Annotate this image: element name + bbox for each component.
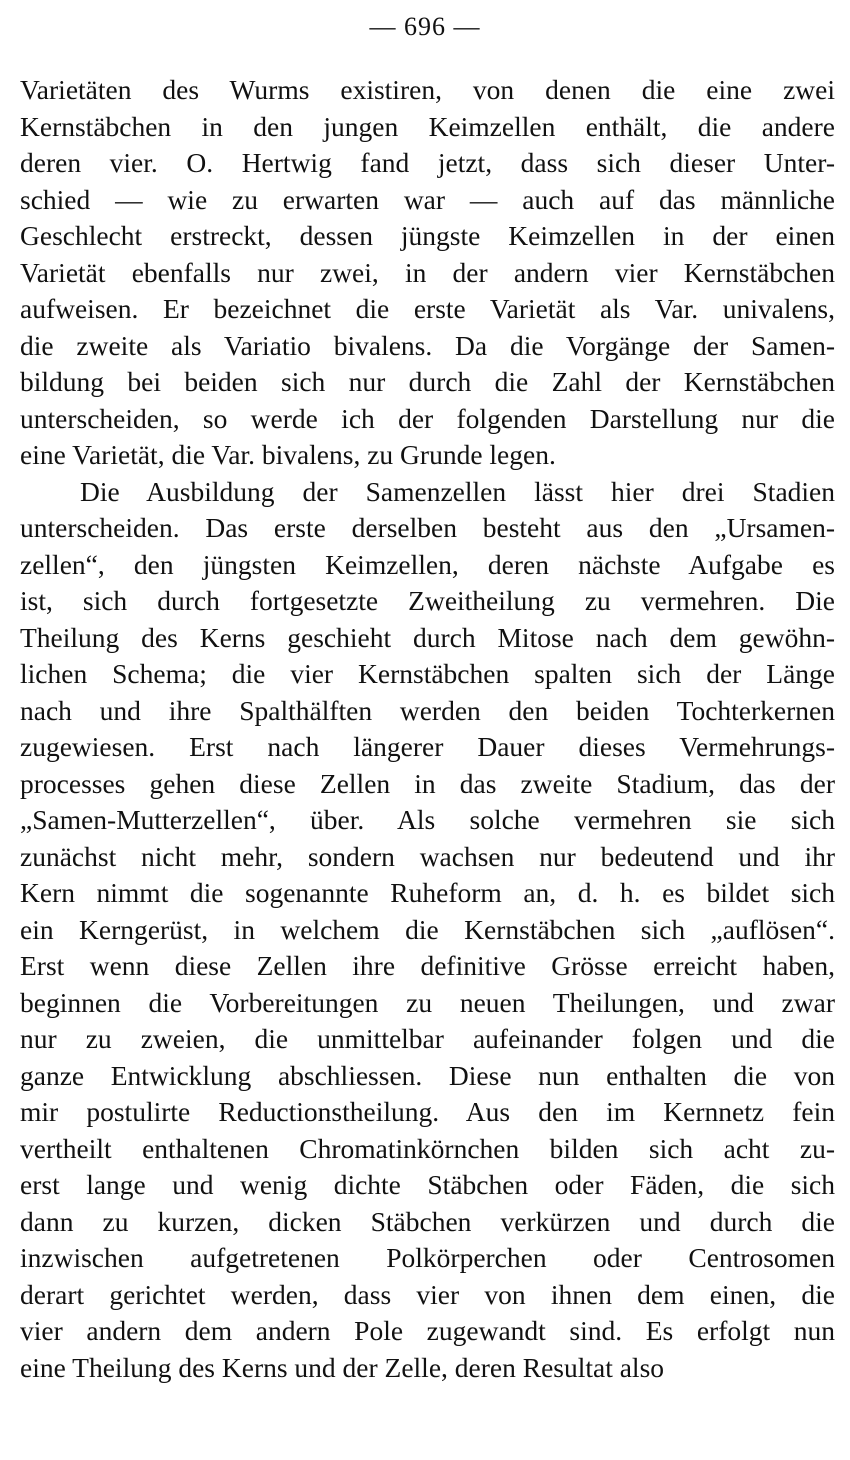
text-line: inzwischen aufgetretenen Polkörperchen oder Centrosomen xyxy=(20,1242,835,1273)
body-text xyxy=(20,72,835,1386)
text-line: deren vier. O. Hertwig fand jetzt, dass sich dieser Unter- xyxy=(20,147,835,178)
text-line: Kern nimmt die sogenannte Ruheform an, d. h. es bildet sich xyxy=(20,877,835,908)
text-line: bildung bei beiden sich nur durch die Zahl der Kernstäbchen xyxy=(20,366,835,397)
text-line: schied — wie zu erwarten war — auch auf das männliche xyxy=(20,183,835,215)
text-line: Varietät ebenfalls nur zwei, in der andern vier Kernstäbchen xyxy=(20,256,835,288)
text-line: derart gerichtet werden, dass vier von ihnen dem einen, die xyxy=(20,1278,835,1310)
text-line: die zweite als Variatio bivalens. Da die Vorgänge der Samen- xyxy=(20,329,835,361)
text-line: Geschlecht erstreckt, dessen jüngste Keimzellen in der einen xyxy=(20,220,835,251)
text-line: ein Kerngerüst, in welchem die Kernstäbchen sich „auflösen“. xyxy=(20,913,835,945)
text-line: ganze Entwicklung abschliessen. Diese nun enthalten die von xyxy=(20,1059,835,1091)
text-line: dann zu kurzen, dicken Stäbchen verkürzen und durch die xyxy=(20,1205,835,1237)
text-line: „Samen-Mutterzellen“, über. Als solche vermehren sie sich xyxy=(20,804,835,835)
text-line: beginnen die Vorbereitungen zu neuen Theilungen, und zwar xyxy=(20,986,835,1018)
text-line: unterscheiden. Das erste derselben besteht aus den „Ursamen- xyxy=(20,512,835,543)
text-line: ist, sich durch fortgesetzte Zweitheilung zu vermehren. Die xyxy=(20,585,835,616)
text-line: mir postulirte Reductionstheilung. Aus den im Kernnetz fein xyxy=(20,1096,835,1127)
text-line: nur zu zweien, die unmittelbar aufeinander folgen und die xyxy=(20,1023,835,1054)
text-line: Die Ausbildung der Samenzellen lässt hier drei Stadien xyxy=(80,475,835,507)
page-number: — 696 — xyxy=(369,12,481,41)
text-line: Varietäten des Wurms existiren, von denen die eine zwei xyxy=(20,74,835,105)
text-line: Erst wenn diese Zellen ihre definitive Grösse erreicht haben, xyxy=(20,950,835,981)
text-line: vier andern dem andern Pole zugewandt sind. Es erfolgt nun xyxy=(20,1315,835,1346)
text-line: eine Varietät, die Var. bivalens, zu Grunde legen. xyxy=(20,439,556,470)
text-line: zunächst nicht mehr, sondern wachsen nur bedeutend und ihr xyxy=(20,840,835,872)
text-line: zellen“, den jüngsten Keimzellen, deren nächste Aufgabe es xyxy=(20,548,835,580)
text-line: nach und ihre Spalthälften werden den beiden Tochterkernen xyxy=(20,694,835,726)
text-line: processes gehen diese Zellen in das zweite Stadium, das der xyxy=(20,767,835,799)
text-line: erst lange und wenig dichte Stäbchen oder Fäden, die sich xyxy=(20,1169,835,1200)
text-line: Theilung des Kerns geschieht durch Mitose nach dem gewöhn- xyxy=(20,621,835,653)
text-line: Kernstäbchen in den jungen Keimzellen enthält, die andere xyxy=(20,110,835,142)
text-line: unterscheiden, so werde ich der folgenden Darstellung nur die xyxy=(20,402,835,434)
text-line: vertheilt enthaltenen Chromatinkörnchen bilden sich acht zu- xyxy=(20,1132,835,1164)
text-line: eine Theilung des Kerns und der Zelle, deren Resultat also xyxy=(20,1351,665,1383)
text-line: lichen Schema; die vier Kernstäbchen spalten sich der Länge xyxy=(20,658,835,689)
text-line: aufweisen. Er bezeichnet die erste Varietät als Var. univalens, xyxy=(20,293,835,324)
text-line: zugewiesen. Erst nach längerer Dauer dieses Vermehrungs- xyxy=(20,731,835,762)
